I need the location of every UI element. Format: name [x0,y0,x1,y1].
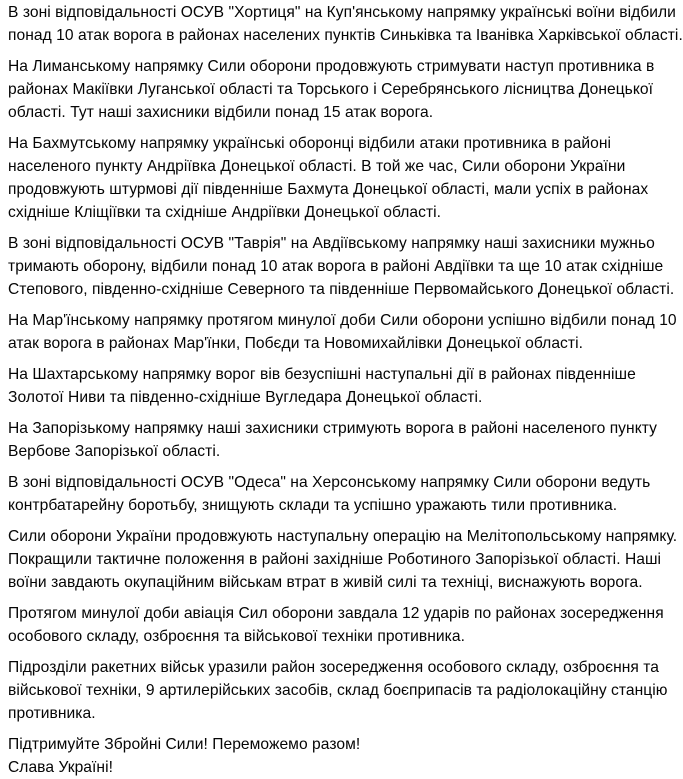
paragraph-line: Сили оборони України продовжують наступальну операцію на Мелітопольському напрямку. [8,528,678,545]
paragraph-line: Золотої Ниви та південно-східніше Вугледара Донецької області. [8,389,483,406]
paragraph-line: На Мар'їнському напрямку протягом минулої доби Сили оборони успішно відбили понад 10 [8,312,677,329]
paragraph-line: районах Макіївки Луганської області та Торського і Серебрянського лісництва Донецької [8,81,654,98]
paragraph-line: В зоні відповідальності ОСУВ "Хортиця" на Куп'янському напрямку українські воїни відбили [8,4,676,21]
post-paragraph [8,363,651,409]
paragraph-line: На Лиманському напрямку Сили оборони продовжують стримувати наступ противника в [8,58,655,75]
paragraph-line: На Запорізькому напрямку наші захисники стримують ворога в районі населеного пункту [8,420,657,437]
paragraph-line: контрбатарейну боротьбу, знищують склади та успішно уражають тили противника. [8,497,618,514]
paragraph-line: Степового, південно-східніше Северного та південніше Первомайського Донецької області. [8,281,675,298]
post-paragraph [8,309,677,355]
paragraph-line: східніше Кліщіївки та східніше Андріївки Донецької області. [8,204,442,221]
post-paragraph [8,232,675,301]
post-body [0,1,683,776]
post-paragraph [8,471,651,517]
paragraph-line: області. Тут наші захисники відбили понад 15 атак ворога. [8,104,434,121]
paragraph-line: На Шахтарському напрямку ворог вів безуспішні наступальні дії в районах південніше [8,366,636,383]
paragraph-line: противника. [8,705,96,722]
paragraph-line: Підрозділи ракетних військ уразили район зосередження особового складу, озброєння та [8,659,660,676]
post-paragraph [8,1,683,47]
paragraph-line: На Бахмутському напрямку українські оборонці відбили атаки противника в районі [8,135,612,152]
paragraph-line: населеного пункту Андріївка Донецької області. В той же час, Сили оборони України [8,158,626,175]
post-paragraph [8,525,678,594]
paragraph-line: атак ворога в районах Мар'їнки, Побєди та Новомихайлівки Донецької області. [8,335,583,352]
paragraph-line: Протягом минулої доби авіація Сил оборони завдала 12 ударів по районах зосередження [8,605,664,622]
paragraph-line: військової техніки, 9 артилерійських засобів, склад боєприпасів та радіолокаційну станцію [8,682,668,699]
paragraph-line: Слава Україні! [8,759,113,776]
post-paragraph [8,417,657,463]
paragraph-line: В зоні відповідальності ОСУВ "Одеса" на Херсонському напрямку Сили оборони ведуть [8,474,651,491]
post-paragraph [8,55,655,124]
paragraph-line: Вербове Запорізької області. [8,443,221,460]
paragraph-line: особового складу, озброєння та військової техніки противника. [8,628,465,645]
paragraph-line: понад 10 атак ворога в районах населених пунктів Синьківка та Іванівка Харківської області. [8,27,683,44]
paragraph-line: Підтримуйте Збройні Сили! Переможемо разом! [8,736,361,753]
paragraph-line: тримають оборону, відбили понад 10 атак ворога в районі Авдіївки та ще 10 атак східніше [8,258,664,275]
post-paragraph [8,602,664,648]
paragraph-line: продовжують штурмові дії південніше Бахмута Донецької області, мали успіх в районах [8,181,649,198]
paragraph-line: В зоні відповідальності ОСУВ "Таврія" на Авдіївському напрямку наші захисники мужньо [8,235,655,252]
post-paragraph [8,656,668,725]
paragraph-line: Покращили тактичне положення в районі західніше Роботиного Запорізької області. Наші [8,551,662,568]
post-paragraph [8,132,651,224]
post-paragraph [8,733,651,779]
paragraph-line: воїни завдають окупаційним військам втрат в живій силі та техніці, виснажують ворога. [8,574,643,591]
